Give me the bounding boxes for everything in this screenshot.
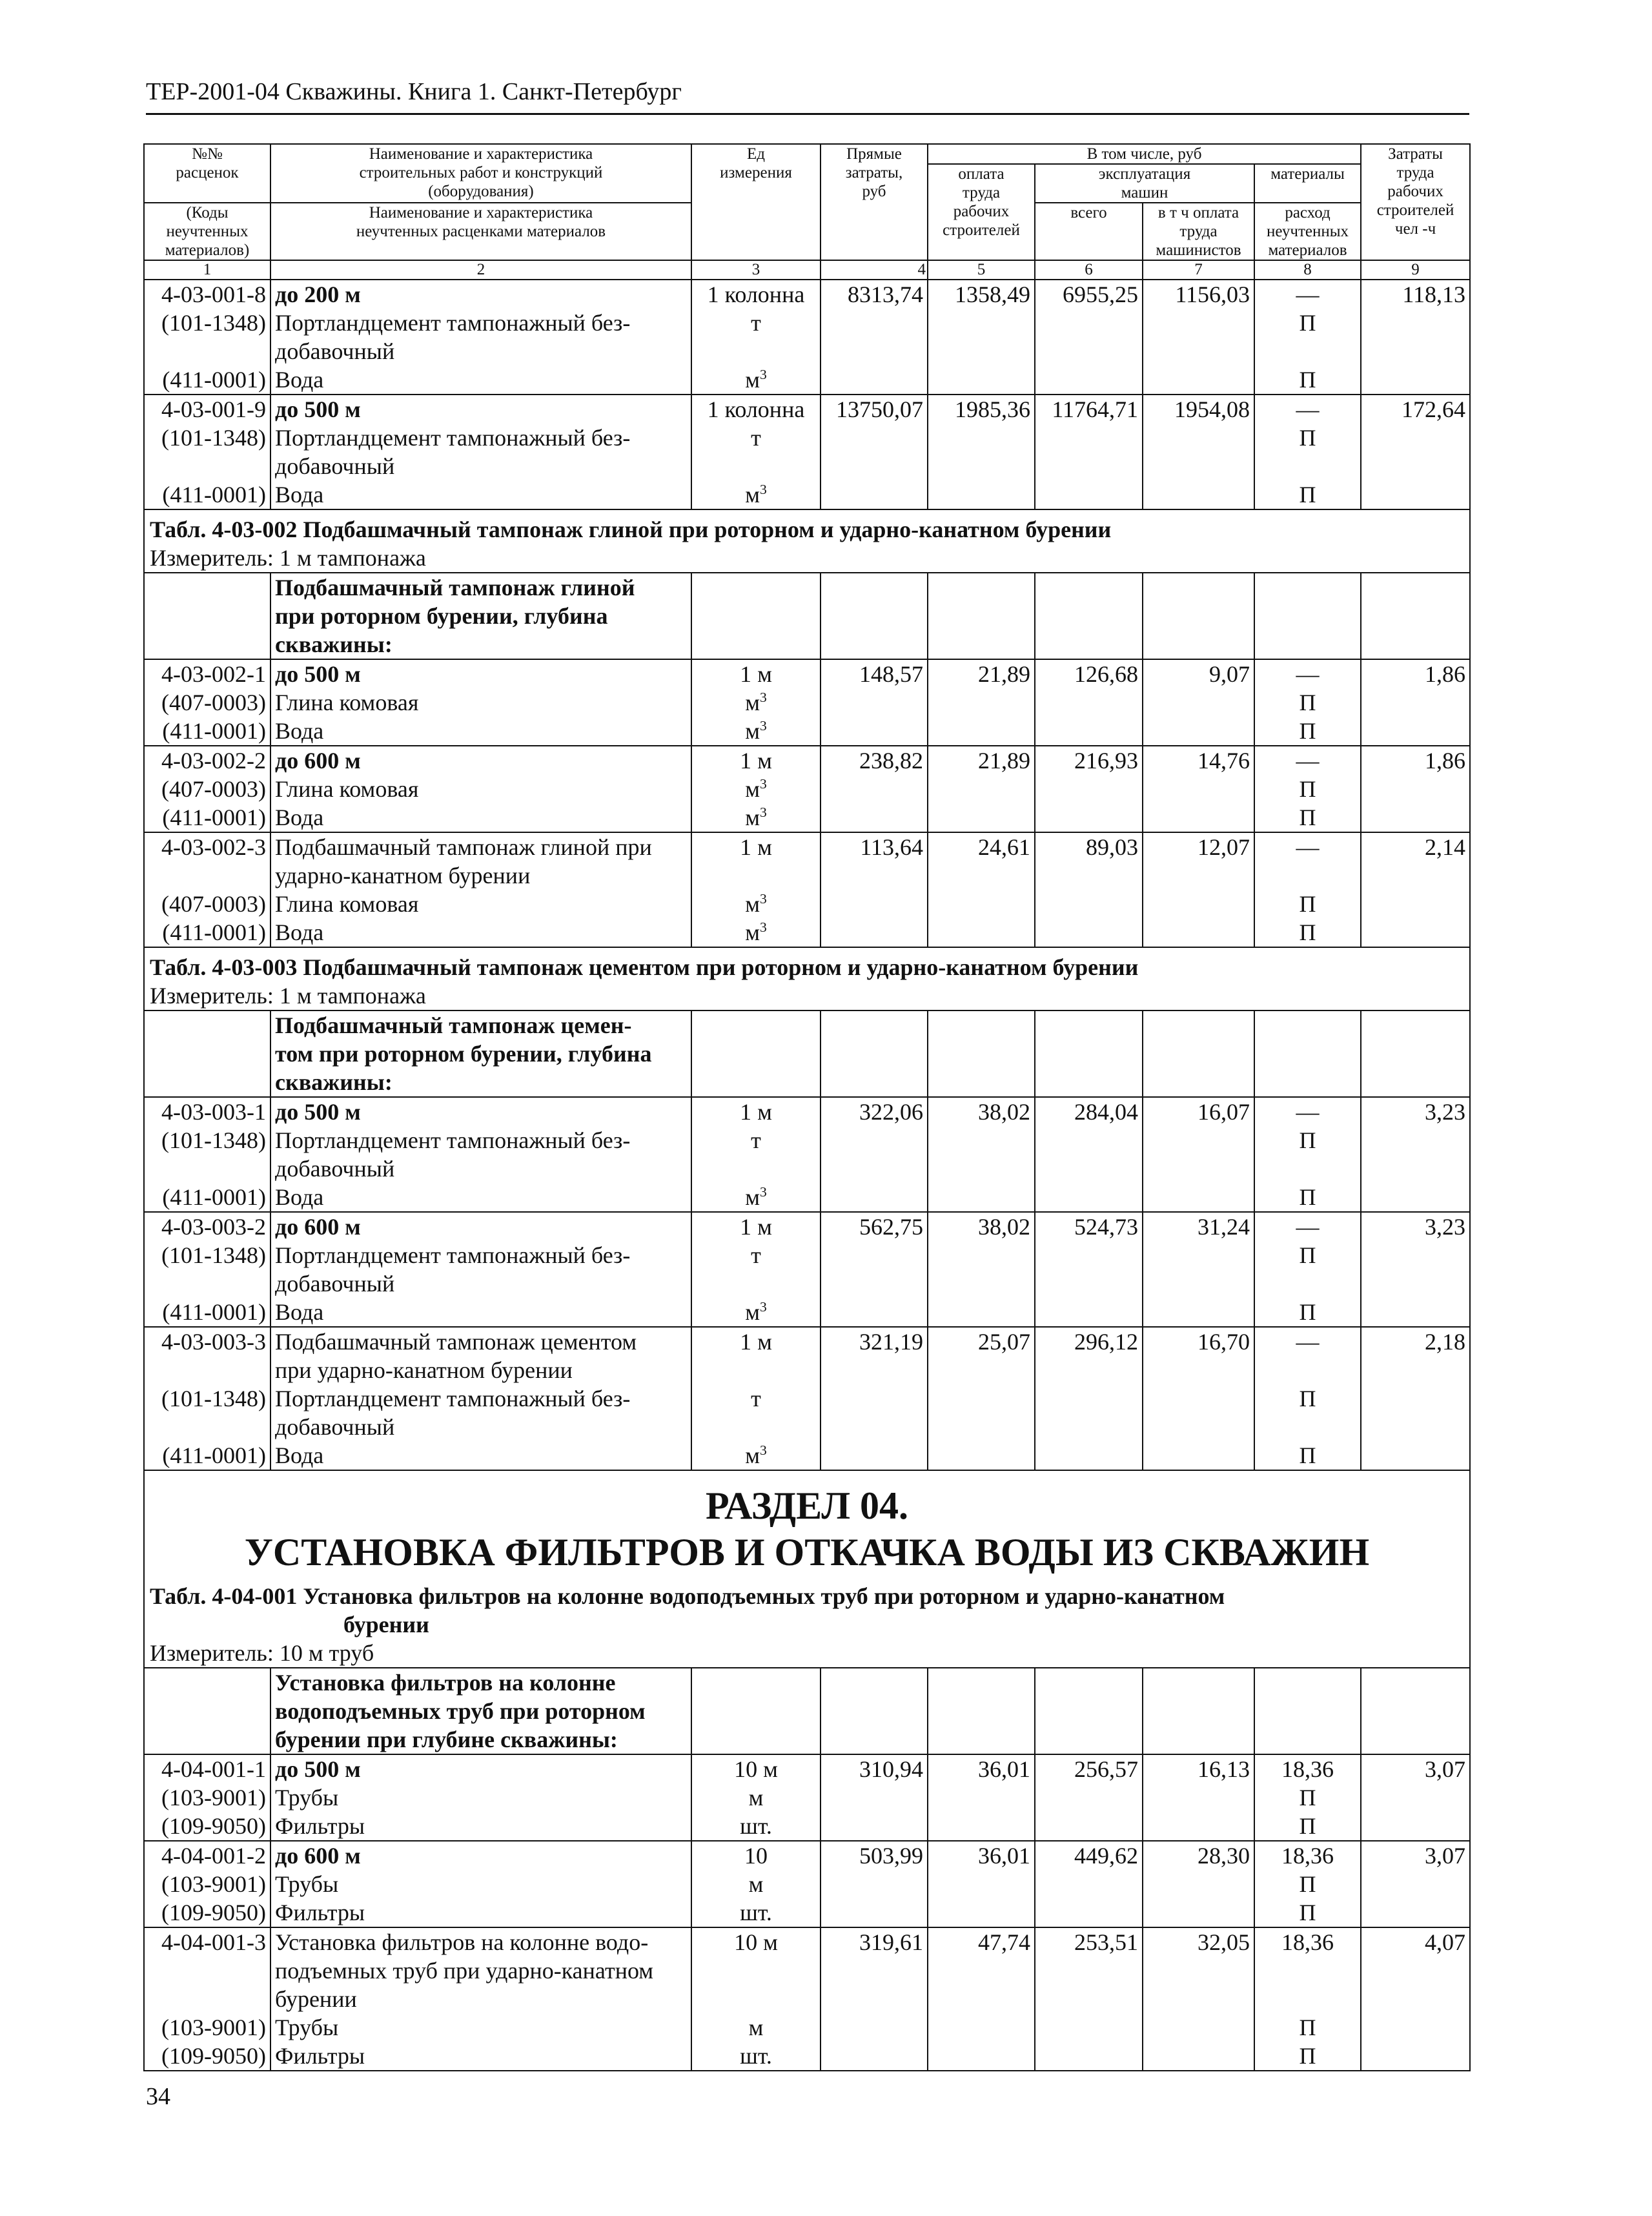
labor-hours: 118,13 — [1361, 280, 1470, 395]
row-units: 1 м $м^3$ $м^3$ — [691, 832, 821, 947]
labor-hours: 172,64 — [1361, 395, 1470, 509]
header-col5: оплата труда рабочих строителей — [928, 164, 1035, 260]
running-head: ТЕР-2001-04 Скважины. Книга 1. Санкт-Петербург — [146, 78, 682, 105]
row-name: до 500 м Портландцемент тампонажный без- добавочный Вода — [270, 1097, 691, 1212]
table-title: Табл. 4-04-001 Установка фильтров на колонне водоподъемных труб при роторном и ударно-канатном — [150, 1583, 1225, 1609]
table-meter: Измеритель: 1 м тампонажа — [150, 545, 426, 571]
labor-hours: 3,23 — [1361, 1097, 1470, 1212]
header-rule — [146, 113, 1469, 115]
header-col2a: Наименование и характеристика строительных работ и конструкций (оборудования) — [270, 144, 691, 203]
row-units: 1 колонна т $м^3$ — [691, 395, 821, 509]
table-title: Табл. 4-03-002 Подбашмачный тампонаж глиной при роторном и ударно-канатном бурении — [150, 517, 1112, 542]
row-units: 1 м т $м^3$ — [691, 1327, 821, 1470]
direct-costs: 310,94 — [821, 1754, 928, 1841]
header-col8a: материалы — [1254, 164, 1361, 203]
header-col2b: Наименование и характеристика неучтенных расценками материалов — [270, 203, 691, 260]
colnum-4: 4 — [821, 260, 928, 280]
row-codes: 4-03-002-1 (407-0003) (411-0001) — [144, 659, 270, 746]
labor-hours: 3,07 — [1361, 1754, 1470, 1841]
colnum-8: 8 — [1254, 260, 1361, 280]
labor-pay: 24,61 — [928, 832, 1035, 947]
table-row — [144, 832, 1470, 947]
row-units: 1 м т $м^3$ — [691, 1212, 821, 1327]
colnum-7: 7 — [1143, 260, 1254, 280]
table-title-cont: бурении — [343, 1612, 429, 1637]
group-title: Подбашмачный тампонаж глиной при роторном бурении, глубина скважины: — [270, 573, 691, 659]
colnum-6: 6 — [1035, 260, 1143, 280]
header-col1a: №№ расценок — [144, 144, 270, 203]
row-name: до 200 м Портландцемент тампонажный без- добавочный Вода — [270, 280, 691, 395]
group-title: Установка фильтров на колонне водоподъемных труб при роторном бурении при глубине скважины: — [270, 1668, 691, 1754]
page-number: 34 — [146, 2083, 170, 2110]
header-exp: эксплуатация машин — [1035, 164, 1254, 203]
header-col4: Прямые затраты, руб — [821, 144, 928, 260]
materials: — П П — [1254, 659, 1361, 746]
materials: 18,36 П П — [1254, 1754, 1361, 1841]
row-codes: 4-03-001-8 (101-1348) (411-0001) — [144, 280, 270, 395]
labor-hours: 4,07 — [1361, 1927, 1470, 2071]
table-meter: Измеритель: 1 м тампонажа — [150, 983, 426, 1009]
header-col7: в т ч оплата труда машинистов — [1143, 203, 1254, 260]
table-row — [144, 1327, 1470, 1470]
labor-pay: 36,01 — [928, 1841, 1035, 1927]
row-units: 10 м м шт. — [691, 1927, 821, 2071]
direct-costs: 503,99 — [821, 1841, 928, 1927]
labor-pay: 47,74 — [928, 1927, 1035, 2071]
labor-pay: 25,07 — [928, 1327, 1035, 1470]
materials: — П П — [1254, 395, 1361, 509]
machine-total: 11764,71 — [1035, 395, 1143, 509]
row-name: до 600 м Глина комовая Вода — [270, 746, 691, 832]
row-codes: 4-03-002-3 (407-0003) (411-0001) — [144, 832, 270, 947]
machinist-pay: 1156,03 — [1143, 280, 1254, 395]
table-row — [144, 395, 1470, 509]
colnum-3: 3 — [691, 260, 821, 280]
machinist-pay: 12,07 — [1143, 832, 1254, 947]
header-col8b: расход неучтенных материалов — [1254, 203, 1361, 260]
direct-costs: 8313,74 — [821, 280, 928, 395]
table-meter: Измеритель: 10 м труб — [150, 1640, 374, 1666]
materials: 18,36 П П — [1254, 1841, 1361, 1927]
row-name: Установка фильтров на колонне водо- подъемных труб при ударно-канатном бурении Трубы Фильтры — [270, 1927, 691, 2071]
header-incl: В том числе, руб — [928, 144, 1361, 164]
row-codes: 4-03-003-3 (101-1348) (411-0001) — [144, 1327, 270, 1470]
labor-hours: 3,07 — [1361, 1841, 1470, 1927]
direct-costs: 13750,07 — [821, 395, 928, 509]
colnum-1: 1 — [144, 260, 270, 280]
labor-hours: 2,14 — [1361, 832, 1470, 947]
row-name: до 600 м Трубы Фильтры — [270, 1841, 691, 1927]
row-codes: 4-04-001-1 (103-9001) (109-9050) — [144, 1754, 270, 1841]
row-name: до 500 м Трубы Фильтры — [270, 1754, 691, 1841]
row-units: 10 м шт. — [691, 1841, 821, 1927]
machinist-pay: 1954,08 — [1143, 395, 1254, 509]
materials: — П П — [1254, 746, 1361, 832]
row-name: Подбашмачный тампонаж цементом при ударно-канатном бурении Портландцемент тампонажный без- добавочный Вода — [270, 1327, 691, 1470]
header-col6: всего — [1035, 203, 1143, 260]
labor-hours: 2,18 — [1361, 1327, 1470, 1470]
direct-costs: 148,57 — [821, 659, 928, 746]
colnum-9: 9 — [1361, 260, 1470, 280]
column-numbers-row — [144, 260, 1470, 280]
table-row — [144, 659, 1470, 746]
machine-total: 253,51 — [1035, 1927, 1143, 2071]
labor-pay: 38,02 — [928, 1212, 1035, 1327]
labor-pay: 21,89 — [928, 659, 1035, 746]
machinist-pay: 31,24 — [1143, 1212, 1254, 1327]
table-title-row — [144, 947, 1470, 1011]
direct-costs: 238,82 — [821, 746, 928, 832]
direct-costs: 319,61 — [821, 1927, 928, 2071]
table-row — [144, 1841, 1470, 1927]
labor-pay: 36,01 — [928, 1754, 1035, 1841]
direct-costs: 321,19 — [821, 1327, 928, 1470]
labor-pay: 21,89 — [928, 746, 1035, 832]
group-row — [144, 1011, 1470, 1097]
row-codes: 4-03-001-9 (101-1348) (411-0001) — [144, 395, 270, 509]
machine-total: 89,03 — [1035, 832, 1143, 947]
section-row — [144, 1470, 1470, 1668]
labor-hours: 1,86 — [1361, 659, 1470, 746]
row-units: 1 колонна т $м^3$ — [691, 280, 821, 395]
table-title: Табл. 4-03-003 Подбашмачный тампонаж цементом при роторном и ударно-канатном бурении — [150, 954, 1139, 980]
machine-total: 296,12 — [1035, 1327, 1143, 1470]
header-col1b: (Коды неучтенных материалов) — [144, 203, 270, 260]
row-name: до 500 м Глина комовая Вода — [270, 659, 691, 746]
materials: — П П — [1254, 832, 1361, 947]
machinist-pay: 28,30 — [1143, 1841, 1254, 1927]
machinist-pay: 16,13 — [1143, 1754, 1254, 1841]
machine-total: 256,57 — [1035, 1754, 1143, 1841]
labor-pay: 38,02 — [928, 1097, 1035, 1212]
section-number: РАЗДЕЛ 04. — [706, 1484, 909, 1527]
row-name: Подбашмачный тампонаж глиной при ударно-канатном бурении Глина комовая Вода — [270, 832, 691, 947]
materials: — П П — [1254, 1327, 1361, 1470]
row-codes: 4-03-003-1 (101-1348) (411-0001) — [144, 1097, 270, 1212]
row-codes: 4-04-001-2 (103-9001) (109-9050) — [144, 1841, 270, 1927]
table-row — [144, 1927, 1470, 2071]
materials: 18,36 П П — [1254, 1927, 1361, 2071]
table-title-row — [144, 509, 1470, 573]
row-codes: 4-03-002-2 (407-0003) (411-0001) — [144, 746, 270, 832]
row-units: 10 м м шт. — [691, 1754, 821, 1841]
materials: — П П — [1254, 1097, 1361, 1212]
machinist-pay: 16,70 — [1143, 1327, 1254, 1470]
machinist-pay: 32,05 — [1143, 1927, 1254, 2071]
row-units: 1 м $м^3$ $м^3$ — [691, 659, 821, 746]
header-col9: Затраты труда рабочих строителей чел -ч — [1361, 144, 1470, 260]
table-row — [144, 1097, 1470, 1212]
price-table-sheet — [143, 143, 1469, 2071]
colnum-2: 2 — [270, 260, 691, 280]
machine-total: 216,93 — [1035, 746, 1143, 832]
labor-hours: 3,23 — [1361, 1212, 1470, 1327]
header-col3: Ед измерения — [691, 144, 821, 260]
direct-costs: 113,64 — [821, 832, 928, 947]
labor-pay: 1358,49 — [928, 280, 1035, 395]
machinist-pay: 9,07 — [1143, 659, 1254, 746]
direct-costs: 322,06 — [821, 1097, 928, 1212]
machine-total: 524,73 — [1035, 1212, 1143, 1327]
group-title: Подбашмачный тампонаж цемен- том при роторном бурении, глубина скважины: — [270, 1011, 691, 1097]
direct-costs: 562,75 — [821, 1212, 928, 1327]
row-units: 1 м $м^3$ $м^3$ — [691, 746, 821, 832]
machinist-pay: 14,76 — [1143, 746, 1254, 832]
row-name: до 600 м Портландцемент тампонажный без- добавочный Вода — [270, 1212, 691, 1327]
row-codes: 4-04-001-3 (103-9001) (109-9050) — [144, 1927, 270, 2071]
table-header — [144, 144, 1470, 280]
labor-hours: 1,86 — [1361, 746, 1470, 832]
table-row — [144, 1754, 1470, 1841]
labor-pay: 1985,36 — [928, 395, 1035, 509]
table-row — [144, 1212, 1470, 1327]
group-row — [144, 1668, 1470, 1754]
table-row — [144, 746, 1470, 832]
row-name: до 500 м Портландцемент тампонажный без- добавочный Вода — [270, 395, 691, 509]
materials: — П П — [1254, 1212, 1361, 1327]
machine-total: 284,04 — [1035, 1097, 1143, 1212]
colnum-5: 5 — [928, 260, 1035, 280]
machine-total: 449,62 — [1035, 1841, 1143, 1927]
machinist-pay: 16,07 — [1143, 1097, 1254, 1212]
table-row — [144, 280, 1470, 395]
row-codes: 4-03-003-2 (101-1348) (411-0001) — [144, 1212, 270, 1327]
row-units: 1 м т $м^3$ — [691, 1097, 821, 1212]
section-title: УСТАНОВКА ФИЛЬТРОВ И ОТКАЧКА ВОДЫ ИЗ СКВАЖИН — [244, 1531, 1370, 1574]
materials: — П П — [1254, 280, 1361, 395]
machine-total: 126,68 — [1035, 659, 1143, 746]
price-table — [143, 143, 1471, 2071]
machine-total: 6955,25 — [1035, 280, 1143, 395]
group-row — [144, 573, 1470, 659]
